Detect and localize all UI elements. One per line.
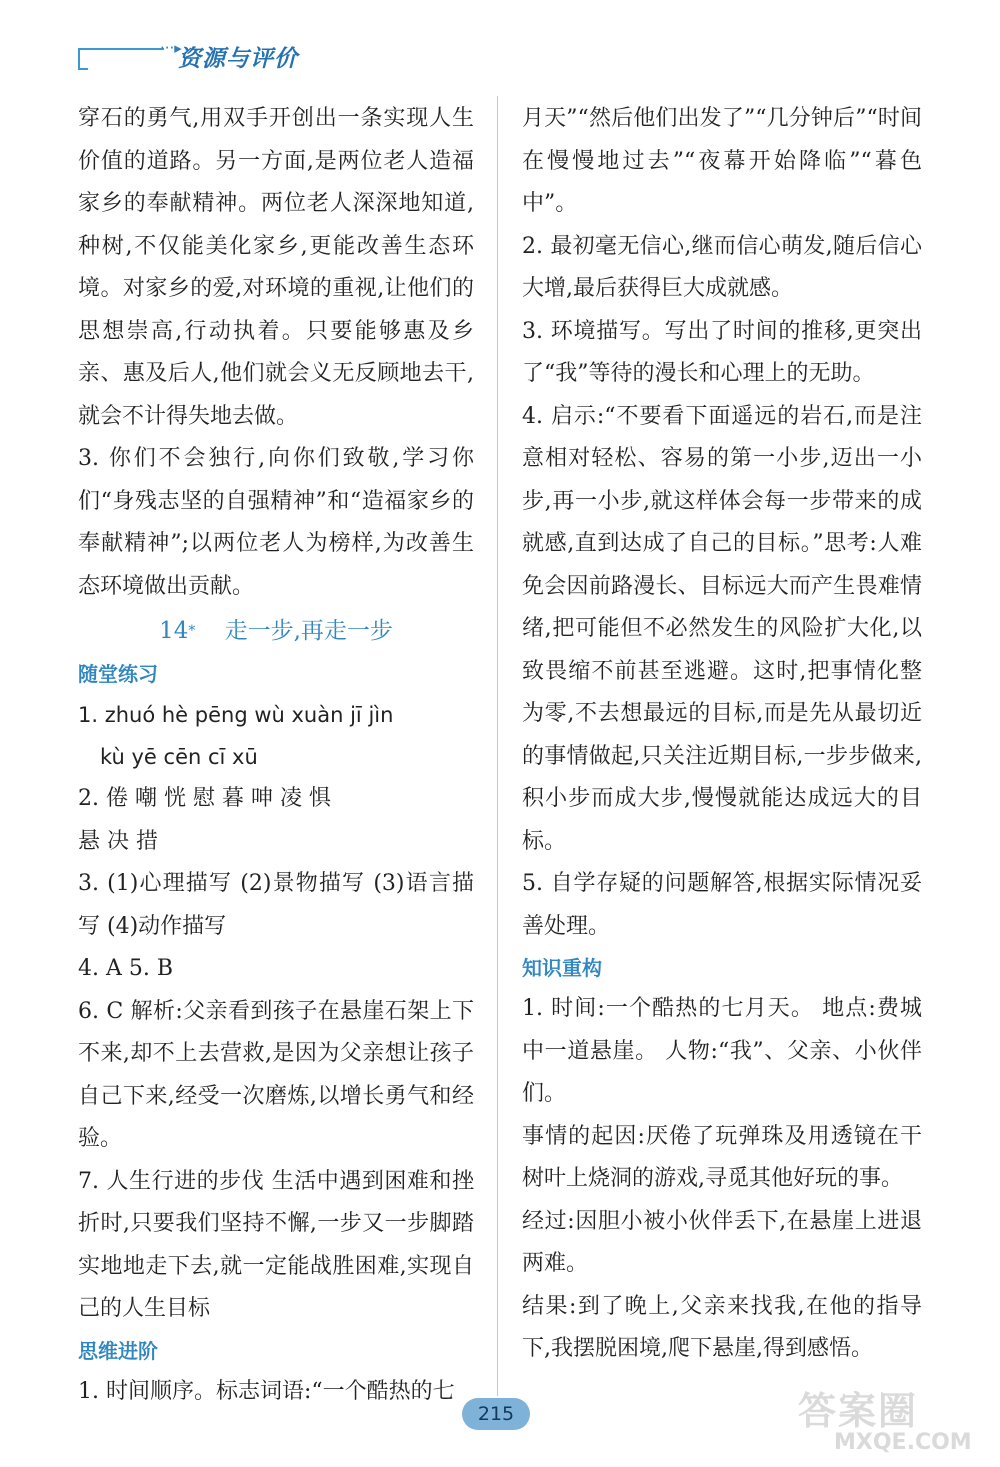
answer-q4-q5: 4. A 5. B bbox=[78, 956, 174, 981]
lesson-star: * bbox=[188, 623, 196, 639]
thinking-item-4: 4. 启示:“不要看下面遥远的岩石,而是注意相对轻松、容易的第一小步,迈出一小步,再一小步,就这样体会每一步带来的成就感,直到达成了自己的目标。”思考:人难免会因前路漫长、目标远大而产生畏难情绪,把可能但不必然发生的风险扩大化,以致畏缩不前甚至逃避。这时,把事情化整为零,不去想最远的目标,而是先从最切近的事情做起,只关注近期目标,一步步做来,积小步而成大步,慢慢就能达成远大的目标。 bbox=[522, 403, 922, 854]
lesson-title: 走一步,再走一步 bbox=[224, 618, 393, 644]
characters-line-2: 悬 决 措 bbox=[78, 828, 158, 854]
watermark-url: MXQE.COM bbox=[834, 1430, 972, 1455]
section-heading-thinking: 思维进阶 bbox=[78, 1338, 158, 1363]
header-title: 资源与评价 bbox=[178, 46, 298, 72]
left-column bbox=[78, 98, 474, 1413]
answer-q6: 6. C 解析:父亲看到孩子在悬崖石架上下不来,却不上去营救,是因为父亲想让孩子自己下来,经受一次磨炼,以增长勇气和经验。 bbox=[78, 998, 474, 1151]
lesson-number: 14 bbox=[159, 618, 189, 644]
thinking-item-1-continued: 月天”“然后他们出发了”“几分钟后”“时间在慢慢地过去”“夜幕开始降临”“暮色中”。 bbox=[522, 106, 922, 216]
lesson-heading bbox=[78, 608, 474, 654]
thinking-item-3: 3. 环境描写。写出了时间的推移,更突出了“我”等待的漫长和心理上的无助。 bbox=[522, 318, 922, 386]
page-number: 215 bbox=[462, 1398, 530, 1430]
knowledge-process: 经过:因胆小被小伙伴丢下,在悬崖上进退两难。 bbox=[522, 1208, 922, 1276]
page-header bbox=[78, 38, 338, 72]
header-rule bbox=[78, 48, 164, 50]
answer-q7: 7. 人生行进的步伐 生活中遇到困难和挫折时,只要我们坚持不懈,一步又一步脚踏实地地走下去,就一定能战胜困难,实现自己的人生目标 bbox=[78, 1168, 474, 1321]
pinyin-line-2: kù yē cēn cī xū bbox=[100, 745, 258, 769]
section-heading-knowledge: 知识重构 bbox=[522, 956, 602, 980]
thinking-item-5: 5. 自学存疑的问题解答,根据实际情况妥善处理。 bbox=[522, 871, 922, 939]
watermark-logo: 答案圈 bbox=[798, 1389, 919, 1433]
characters-line-1: 2. 倦 嘲 恍 慰 暮 呻 凌 惧 bbox=[78, 786, 331, 811]
paragraph-continued: 穿石的勇气,用双手开创出一条实现人生价值的道路。另一方面,是两位老人造福家乡的奉献精神。两位老人深深地知道,种树,不仅能美化家乡,更能改善生态环境。对家乡的爱,对环境的重视,让他们的思想崇高,行动执着。只要能够惠及乡亲、惠及后人,他们就会义无反顾地去干,就会不计得失地去做。 bbox=[78, 106, 474, 429]
section-heading-practice: 随堂练习 bbox=[78, 662, 158, 686]
knowledge-result: 结果:到了晚上,父亲来找我,在他的指导下,我摆脱困境,爬下悬崖,得到感悟。 bbox=[522, 1293, 922, 1361]
thinking-item-2: 2. 最初毫无信心,继而信心萌发,随后信心大增,最后获得巨大成就感。 bbox=[522, 233, 922, 301]
knowledge-cause: 事情的起因:厌倦了玩弹珠及用透镜在干树叶上烧洞的游戏,寻觅其他好玩的事。 bbox=[522, 1123, 922, 1191]
knowledge-item-1: 1. 时间:一个酷热的七月天。 地点:费城中一道悬崖。 人物:“我”、父亲、小伙伴们。 bbox=[522, 996, 922, 1106]
arrow-icon: ···▸ bbox=[160, 39, 182, 57]
header-bracket bbox=[78, 48, 88, 70]
pinyin-line-1: 1. zhuó hè pēng wù xuàn jī jìn bbox=[78, 703, 394, 727]
column-divider bbox=[497, 96, 498, 1396]
answer-q3: 3. (1)心理描写 (2)景物描写 (3)语言描写 (4)动作描写 bbox=[78, 871, 474, 939]
answer-item-3: 3. 你们不会独行,向你们致敬,学习你们“身残志坚的自强精神”和“造福家乡的奉献精神”;以两位老人为榜样,为改善生态环境做出贡献。 bbox=[78, 446, 474, 599]
right-column bbox=[522, 98, 922, 1371]
thinking-item-1: 1. 时间顺序。标志词语:“一个酷热的七 bbox=[78, 1378, 455, 1404]
